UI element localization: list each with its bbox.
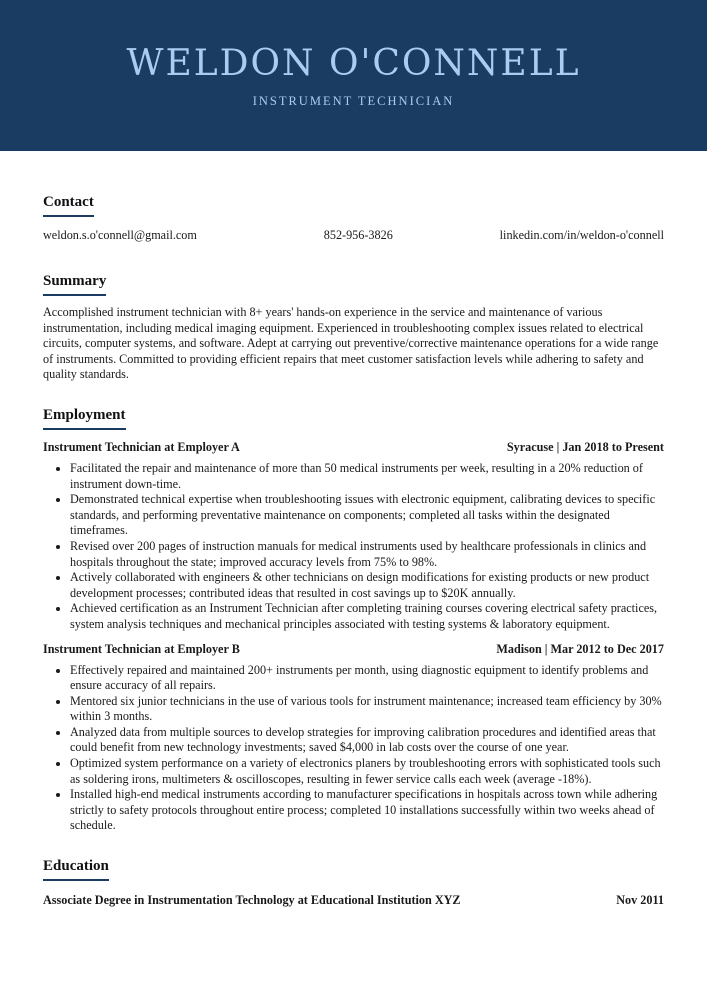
contact-phone[interactable]: 852-956-3826 — [323, 228, 393, 242]
job-role: Instrument Technician at Employer B — [43, 641, 240, 656]
resume-body — [43, 193, 664, 908]
contact-row — [43, 227, 664, 243]
list-item: • Facilitated the repair and maintenance of more than 50 medical instruments per week, resulting in a 20% reduction of instrument down-time. — [70, 461, 664, 492]
job-entry — [43, 641, 664, 835]
job-entry — [43, 439, 664, 633]
candidate-title: INSTRUMENT TECHNICIAN — [252, 94, 455, 108]
job-bullets — [43, 461, 664, 633]
job-header — [43, 439, 664, 455]
resume-header — [0, 0, 707, 151]
list-item: • Installed high-end medical instruments according to manufacturer specifications in hospitals across town while adhering strictly to safety protocols throughout entire process; completed 10 installations successfully within two weeks ahead of schedule. — [70, 787, 664, 834]
list-item: • Analyzed data from multiple sources to develop strategies for improving calibration procedures and identified areas that could benefit from new technology investments; saved $4,000 in lab costs over the course of one year. — [70, 725, 664, 756]
list-item: • Actively collaborated with engineers & other technicians on design modifications for existing products or new product development processes; contributed ideas that resulted in cost savings up to $20K annually. — [70, 570, 664, 601]
contact-email[interactable]: weldon.s.o'connell@gmail.com — [43, 228, 197, 242]
job-role: Instrument Technician at Employer A — [43, 439, 240, 454]
list-item: • Effectively repaired and maintained 200+ instruments per month, using diagnostic equipment to identify problems and ensure accuracy of all repairs. — [70, 663, 664, 694]
contact-linkedin[interactable]: linkedin.com/in/weldon-o'connell — [499, 228, 664, 242]
summary-text: Accomplished instrument technician with 8+ years' hands-on experience in the service and maintenance of various instrumentation, including medical imaging equipment. Experienced in troubleshooting complex issues related to electrical circuits, computer systems, and software. Adept at carrying out preventive/corrective maintenance operations for a wide range of instruments. Committed to providing efficient repairs that meet customer satisfaction levels while adhering to safety and quality standards. — [43, 305, 659, 382]
job-location-dates: Madison | Mar 2012 to Dec 2017 — [496, 641, 664, 656]
summary-heading: Summary — [43, 272, 106, 296]
education-section — [43, 857, 664, 908]
job-location-dates: Syracuse | Jan 2018 to Present — [506, 439, 664, 454]
list-item: • Demonstrated technical expertise when troubleshooting issues with electronic equipment, calibrating devices to specific standards, and performing preventative maintenance on components; completed all tasks within the designated timeframes. — [70, 492, 664, 539]
education-degree: Associate Degree in Instrumentation Technology at Educational Institution XYZ — [43, 893, 461, 908]
list-item: • Revised over 200 pages of instruction manuals for medical instruments used by healthcare professionals in clinics and hospitals throughout the state; improved accuracy levels from 75% to 98%. — [70, 539, 664, 570]
education-entry — [43, 892, 664, 908]
list-item: • Optimized system performance on a variety of electronics planers by troubleshooting errors with sophisticated tools such as soldering irons, multimeters & oscilloscopes, resulting in fewer service calls each week (average -18%). — [70, 756, 664, 787]
education-date: Nov 2011 — [616, 893, 664, 908]
list-item: • Achieved certification as an Instrument Technician after completing training courses covering electrical safety practices, system analysis techniques and mechanical principles associated with testing systems & laboratory equipment. — [70, 601, 664, 632]
contact-heading: Contact — [43, 193, 94, 217]
summary-section — [43, 272, 664, 383]
list-item: • Mentored six junior technicians in the use of various tools for instrument maintenance; increased team efficiency by 30% within 3 months. — [70, 694, 664, 725]
education-heading: Education — [43, 857, 109, 881]
candidate-name: WELDON O'CONNELL — [126, 43, 581, 84]
job-bullets — [43, 663, 664, 835]
employment-heading: Employment — [43, 406, 126, 430]
job-header — [43, 641, 664, 657]
contact-section — [43, 193, 664, 243]
employment-section — [43, 406, 664, 834]
